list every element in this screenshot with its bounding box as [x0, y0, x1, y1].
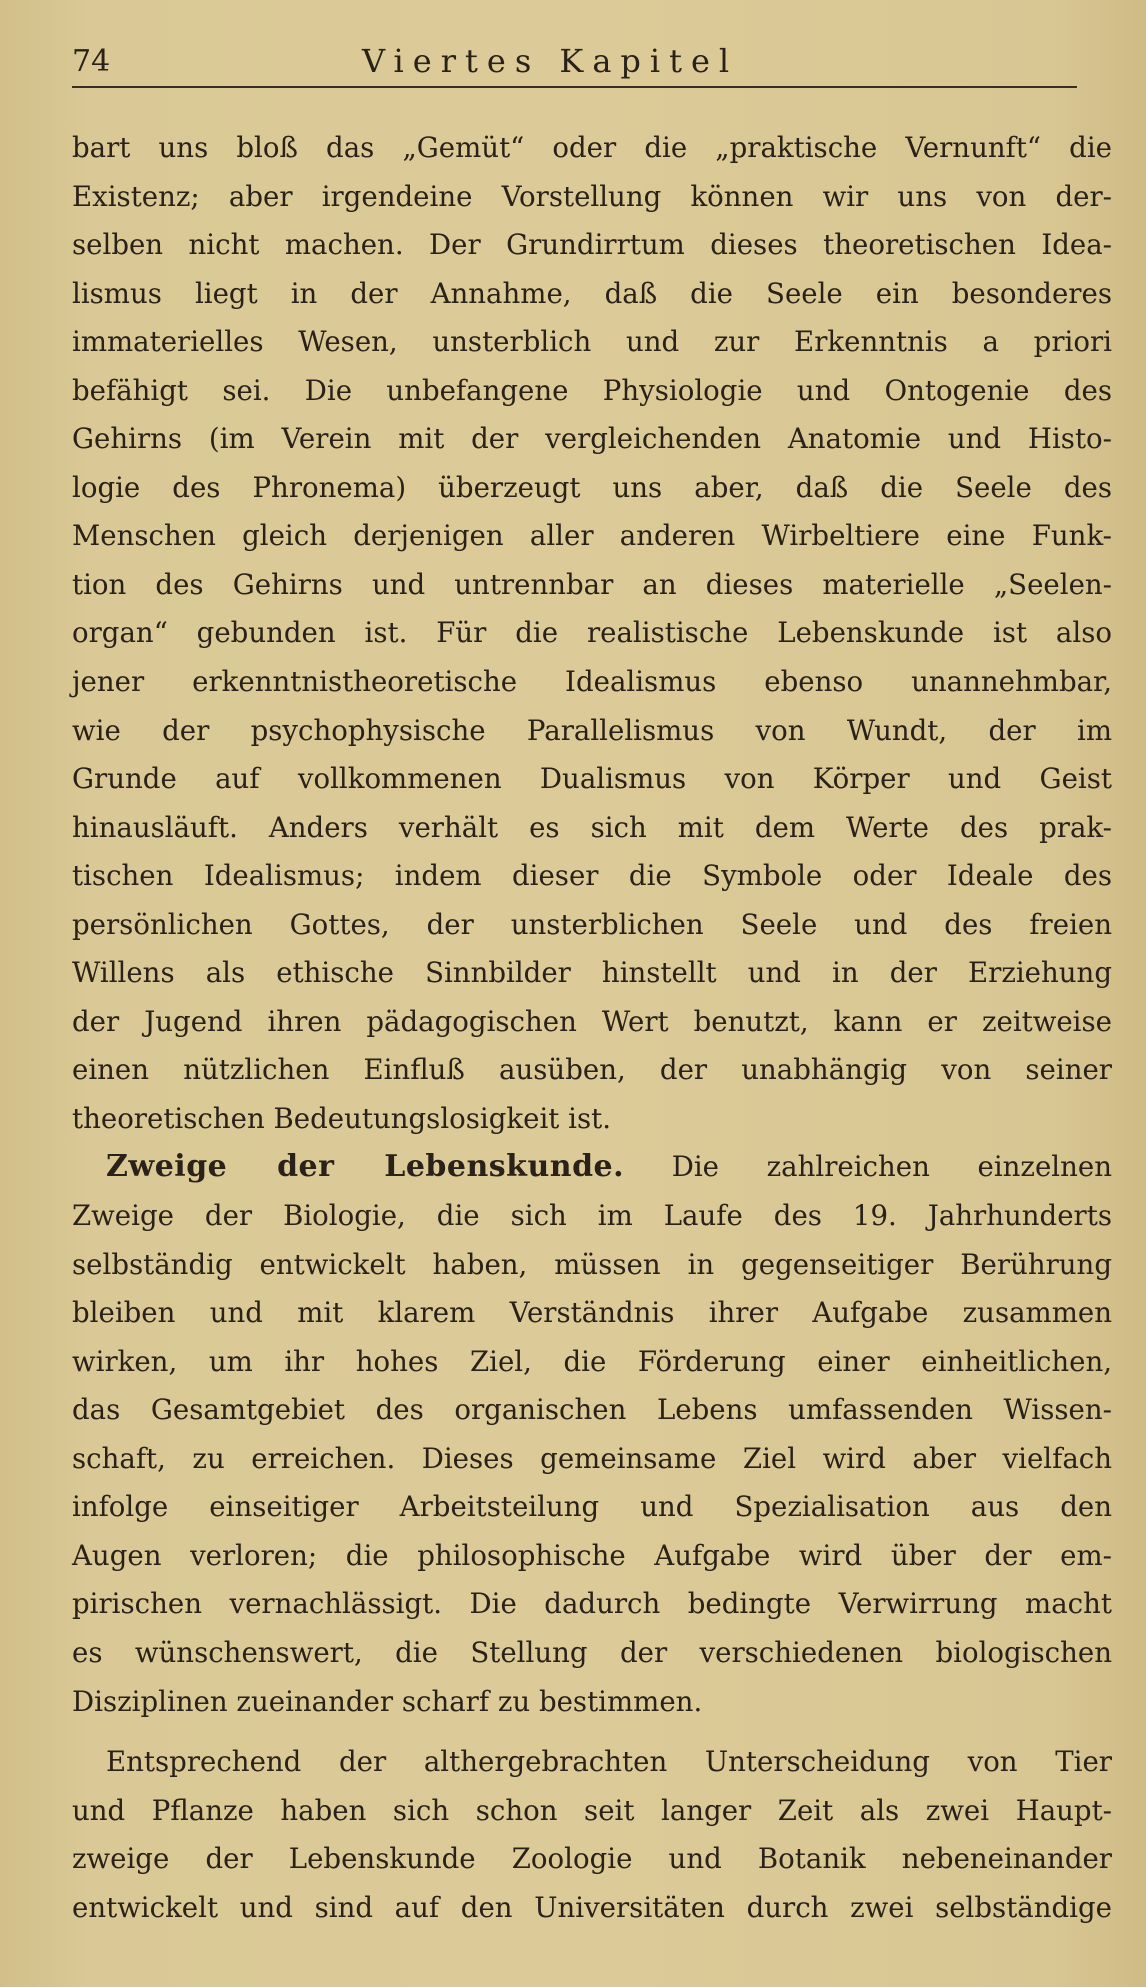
text-line: Existenz; aber irgendeine Vorstellung können wir uns von der-: [72, 179, 1112, 213]
text-line: bart uns bloß das „Gemüt“ oder die „praktische Vernunft“ die: [72, 131, 1112, 164]
running-head: Viertes Kapitel: [362, 42, 739, 80]
text-line: persönlichen Gottes, der unsterblichen Seele und des freien: [72, 907, 1112, 941]
text-line: bleiben und mit klarem Verständnis ihrer Aufgabe zusammen: [72, 1296, 1112, 1330]
body-text: [72, 124, 1112, 1932]
text-line: organ“ gebunden ist. Für die realistische Lebenskunde ist also: [72, 616, 1112, 650]
text-line: der Jugend ihren pädagogischen Wert benutzt, kann er zeitweise: [72, 1004, 1112, 1038]
text-line: tischen Idealismus; indem dieser die Symbole oder Ideale des: [72, 859, 1112, 893]
paragraph-spacer: [72, 1726, 1112, 1738]
text-line: es wünschenswert, die Stellung der verschiedenen biologischen: [72, 1635, 1112, 1669]
text-line: lismus liegt in der Annahme, daß die Seele ein besonderes: [72, 276, 1112, 310]
text-line: jener erkenntnistheoretische Idealismus ebenso unannehmbar,: [72, 665, 1112, 699]
text-line: befähigt sei. Die unbefangene Physiologie und Ontogenie des: [72, 373, 1112, 407]
text-line: Grunde auf vollkommenen Dualismus von Körper und Geist: [72, 762, 1112, 796]
section-heading: Zweige der Lebenskunde.: [106, 1149, 625, 1185]
text-line: und Pflanze haben sich schon seit langer Zeit als zwei Haupt-: [72, 1793, 1112, 1827]
text-line: theoretischen Bedeutungslosigkeit ist.: [72, 1101, 611, 1135]
text-line: selben nicht machen. Der Grundirrtum dieses theoretischen Idea-: [72, 228, 1112, 262]
text-line: wirken, um ihr hohes Ziel, die Förderung einer einheitlichen,: [72, 1344, 1112, 1378]
text-line: Entsprechend der althergebrachten Unterscheidung von Tier: [106, 1745, 1112, 1779]
paragraph-zoology-botany: [72, 1738, 1112, 1932]
text-line: wie der psychophysische Parallelismus von Wundt, der im: [72, 713, 1112, 747]
heading-continuation: Die zahlreichen einzelnen: [671, 1150, 1112, 1184]
text-line: tion des Gehirns und untrennbar an dieses materielle „Seelen-: [72, 567, 1112, 601]
text-line: Menschen gleich derjenigen aller anderen Wirbeltiere eine Funk-: [72, 519, 1112, 553]
text-line: infolge einseitiger Arbeitsteilung und Spezialisation aus den: [72, 1490, 1112, 1524]
text-line: [72, 1143, 1112, 1192]
text-line: schaft, zu erreichen. Dieses gemeinsame Ziel wird aber vielfach: [72, 1441, 1112, 1475]
paragraph-branches: [72, 1143, 1112, 1726]
page-header: [72, 40, 1077, 88]
page-number: 74: [72, 44, 111, 79]
text-line: zweige der Lebenskunde Zoologie und Botanik nebeneinander: [72, 1842, 1112, 1876]
text-line: Willens als ethische Sinnbilder hinstellt und in der Erziehung: [72, 956, 1112, 990]
text-line: hinausläuft. Anders verhält es sich mit dem Werte des prak-: [72, 810, 1112, 844]
text-line: selbständig entwickelt haben, müssen in gegenseitiger Berührung: [72, 1247, 1112, 1281]
text-line: immaterielles Wesen, unsterblich und zur Erkenntnis a priori: [72, 325, 1112, 359]
text-line: Zweige der Biologie, die sich im Laufe des 19. Jahrhunderts: [72, 1199, 1112, 1233]
text-line: Gehirns (im Verein mit der vergleichenden Anatomie und Histo-: [72, 422, 1112, 456]
text-line: Disziplinen zueinander scharf zu bestimmen.: [72, 1684, 703, 1718]
paragraph-idealism: [72, 124, 1112, 1143]
text-line: pirischen vernachlässigt. Die dadurch bedingte Verwirrung macht: [72, 1587, 1112, 1621]
text-line: Augen verloren; die philosophische Aufgabe wird über der em-: [72, 1538, 1112, 1572]
text-line: das Gesamtgebiet des organischen Lebens umfassenden Wissen-: [72, 1393, 1112, 1427]
text-line: einen nützlichen Einfluß ausüben, der unabhängig von seiner: [72, 1053, 1112, 1087]
text-line: entwickelt und sind auf den Universitäten durch zwei selbständige: [72, 1890, 1112, 1924]
text-line: logie des Phronema) überzeugt uns aber, daß die Seele des: [72, 470, 1112, 504]
